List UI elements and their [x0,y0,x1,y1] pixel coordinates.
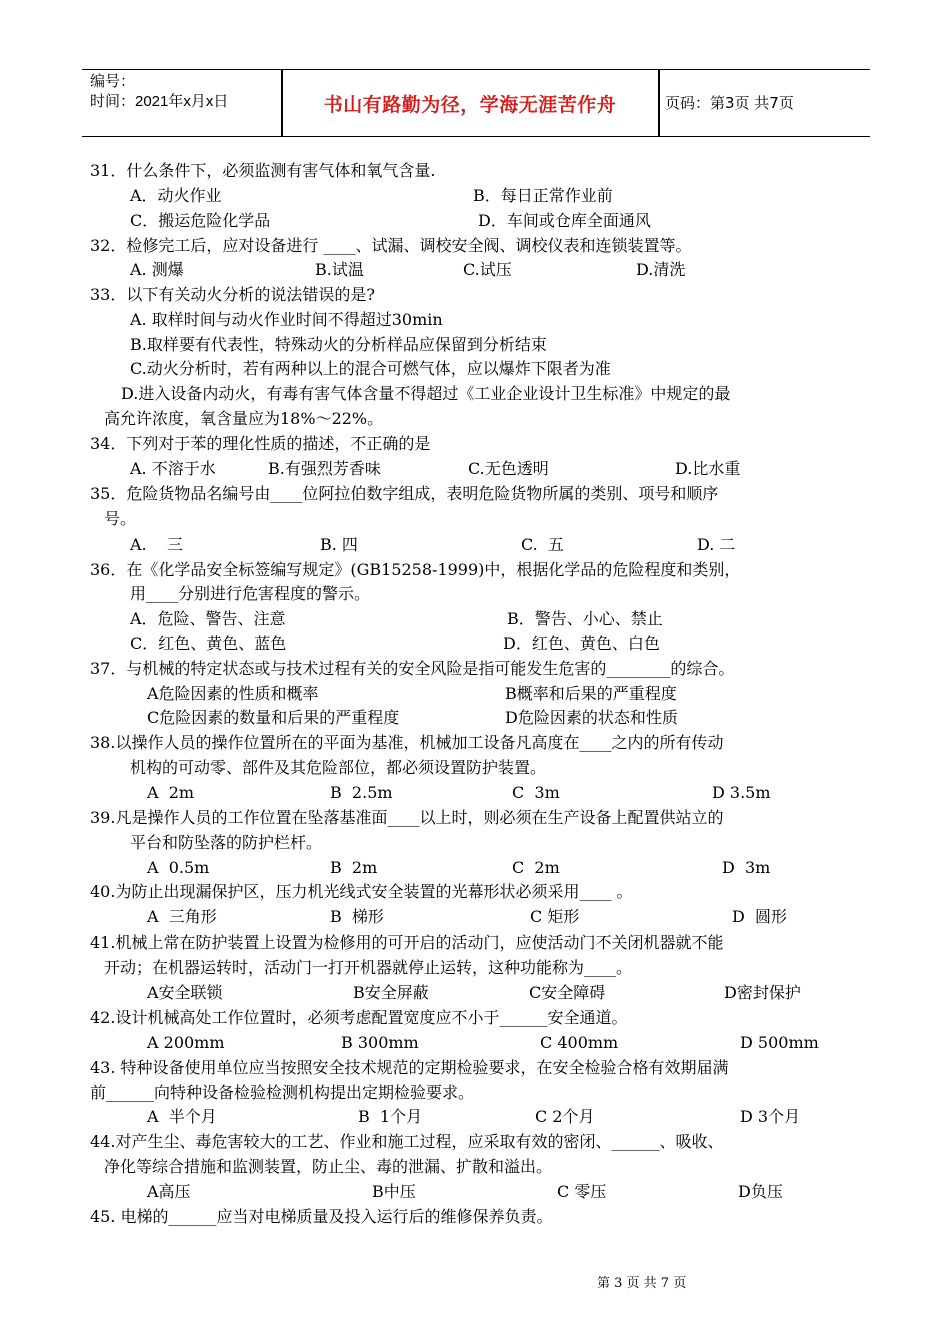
question-stem: 45. 电梯的______应当对电梯质量及投入运行后的维修保养负责。 [90,1207,553,1226]
question-option: D. 二 [697,535,736,554]
question-stem-continued: 开动；在机器运转时，活动门一打开机器就停止运转，这种功能称为____。 [104,958,633,977]
question-option: D危险因素的状态和性质 [505,708,678,727]
question-option: B 300mm [341,1033,419,1052]
question-option: C 2m [512,858,560,877]
question-option: B概率和后果的严重程度 [505,684,677,703]
question-option: A 三角形 [147,907,217,926]
question-option: D.进入设备内动火，有毒有害气体含量不得超过《工业企业设计卫生标准》中规定的最 [121,384,731,403]
question-option: D 圆形 [732,907,788,926]
question-option: D.比水重 [675,459,741,478]
question-option: D 3.5m [712,783,771,802]
question-stem: 31．什么条件下，必须监测有害气体和氧气含量. [90,161,436,180]
question-option: D 500mm [740,1033,819,1052]
question-option: A安全联锁 [147,983,223,1002]
question-option: B.试温 [315,260,364,279]
question-stem: 35．危险货物品名编号由____位阿拉伯数字组成，表明危险货物所属的类别、项号和顺序 [90,484,719,503]
question-option: C.试压 [463,260,512,279]
question-option: A高压 [147,1182,191,1201]
question-option: D 3个月 [740,1107,801,1126]
question-stem: 44.对产生尘、毒危害较大的工艺、作业和施工过程，应采取有效的密闭、______、吸收、 [90,1132,724,1151]
question-stem-continued: 平台和防坠落的防护栏杆。 [130,833,323,852]
question-option: D.清洗 [636,260,686,279]
question-stem: 38.以操作人员的操作位置所在的平面为基准，机械加工设备凡高度在____之内的所有传动 [90,733,724,752]
document-header [82,69,870,137]
question-option: B.取样要有代表性，特殊动火的分析样品应保留到分析结束 [130,335,547,354]
question-option: A. 取样时间与动火作业时间不得超过30min [130,310,443,329]
question-option: B 梯形 [330,907,384,926]
question-stem: 36．在《化学品安全标签编写规定》(GB15258-1999)中，根据化学品的危险程度和类别， [90,560,741,579]
question-option: C 零压 [557,1182,607,1201]
header-page-info: 页码：第3页 共7页 [665,94,794,112]
question-option: C．红色、黄色、蓝色 [130,634,287,653]
header-divider [658,70,660,136]
question-stem-continued: 机构的可动零、部件及其危险部位，都必须设置防护装置。 [130,758,547,777]
question-option: C.无色透明 [468,459,549,478]
question-option: A 200mm [147,1033,225,1052]
question-stem: 40.为防止出现漏保护区，压力机光线式安全装置的光幕形状必须采用____ 。 [90,882,633,901]
document-date: 时间：2021年x月x日 [90,93,229,110]
question-option: C 2个月 [535,1107,595,1126]
question-option: C.动火分析时，若有两种以上的混合可燃气体，应以爆炸下限者为准 [130,359,611,378]
question-option: D．车间或仓库全面通风 [478,211,651,230]
question-option: B．警告、小心、禁止 [507,609,663,628]
question-option: B安全屏蔽 [353,983,429,1002]
header-motto: 书山有路勤为径，学海无涯苦作舟 [323,94,617,116]
question-stem: 32．检修完工后，应对设备进行 ____、试漏、调校安全阀、调校仪表和连锁装置等。 [90,236,692,255]
question-stem: 39.凡是操作人员的工作位置在坠落基准面____以上时，则必须在生产设备上配置供站立的 [90,808,724,827]
question-option: A 2m [147,783,195,802]
question-option: C．搬运危险化学品 [130,211,271,230]
question-option: A 半个月 [147,1107,217,1126]
question-option: C 3m [512,783,560,802]
question-option: D 3m [722,858,771,877]
question-stem-continued: 净化等综合措施和监测装置，防止尘、毒的泄漏、扩散和溢出。 [104,1157,553,1176]
question-option: B 2.5m [330,783,393,802]
question-stem: 33．以下有关动火分析的说法错误的是? [90,285,375,304]
question-stem-continued: 用____分别进行危害程度的警示。 [130,584,371,603]
question-option: A．动火作业 [130,186,222,205]
question-option: D．红色、黄色、白色 [503,634,660,653]
question-option: B中压 [372,1182,416,1201]
question-option: A．危险、警告、注意 [130,609,286,628]
question-option: A. 不溶于水 [130,459,216,478]
question-option: C 400mm [540,1033,619,1052]
question-stem: 41.机械上常在防护装置上设置为检修用的可开启的活动门，应使活动门不关闭机器就不能 [90,933,724,952]
question-option: A危险因素的性质和概率 [147,684,319,703]
page-footer: 第 3 页 共 7 页 [597,1276,687,1291]
question-stem: 34．下列对于苯的理化性质的描述，不正确的是 [90,434,431,453]
question-option: A. 三 [130,535,183,554]
question-option: D负压 [738,1182,783,1201]
document-number: 编号： [90,73,136,90]
question-option: B．每日正常作业前 [473,186,613,205]
question-option: A 0.5m [147,858,210,877]
question-option: C安全障碍 [529,983,606,1002]
question-option: C. 五 [521,535,564,554]
question-option: A. 测爆 [130,260,184,279]
header-divider [281,70,283,136]
question-stem-continued: 前______向特种设备检验检测机构提出定期检验要求。 [90,1083,475,1102]
question-option: B 2m [330,858,378,877]
question-stem: 42.设计机械高处工作位置时，必须考虑配置宽度应不小于______安全通道。 [90,1008,628,1027]
question-option: B. 四 [320,535,358,554]
question-stem: 43. 特种设备使用单位应当按照安全技术规范的定期检验要求，在安全检验合格有效期届满 [90,1058,729,1077]
question-option-continued: 高允许浓度，氧含量应为18%～22%。 [104,409,384,428]
header-meta [90,72,280,112]
question-stem-continued: 号。 [104,509,137,528]
question-option: C危险因素的数量和后果的严重程度 [147,708,400,727]
question-option: D密封保护 [724,983,801,1002]
question-option: B 1个月 [358,1107,423,1126]
question-option: C 矩形 [530,907,580,926]
question-option: B.有强烈芳香味 [268,459,381,478]
question-stem: 37．与机械的特定状态或与技术过程有关的安全风险是指可能发生危害的________的综合。 [90,659,735,678]
